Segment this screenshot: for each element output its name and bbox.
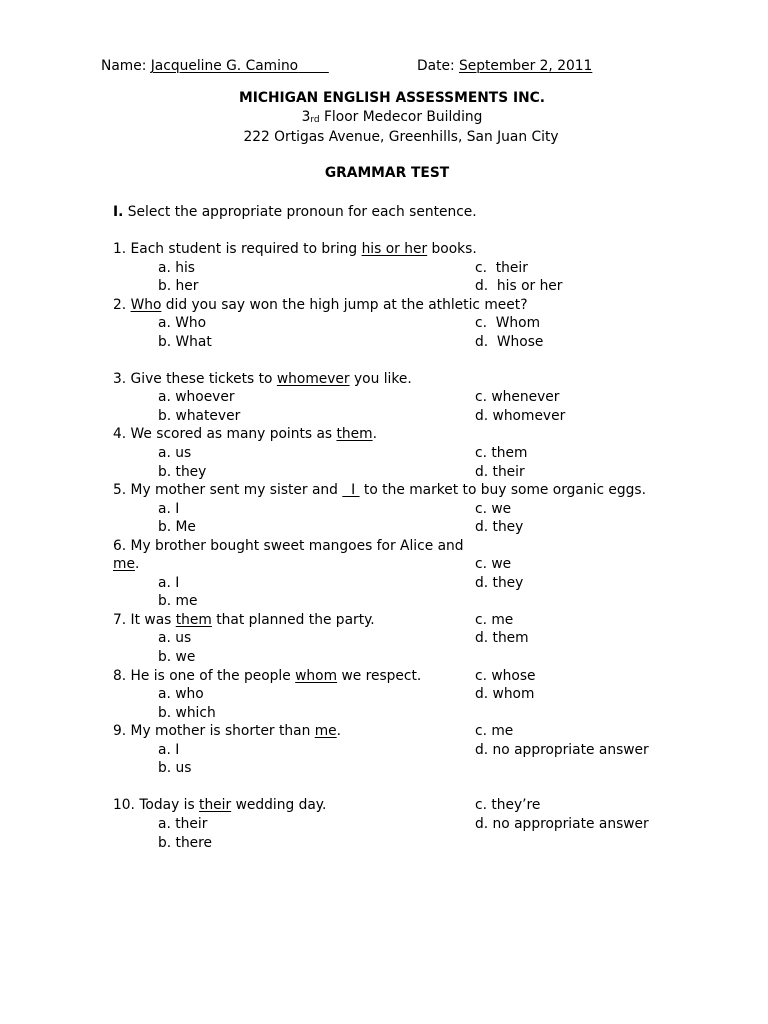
stem-text: you like. <box>349 370 412 387</box>
blank-line <box>0 778 768 797</box>
options-line <box>0 500 768 519</box>
stem-text: . <box>336 723 342 740</box>
options-line <box>0 277 768 296</box>
question-9-option-d: d. no appropriate answer <box>475 741 649 758</box>
question-5-option-b: b. Me <box>158 519 196 536</box>
stem-underlined-word: them <box>336 426 373 443</box>
stem-text: 4. We scored as many points as <box>113 426 337 443</box>
question-2-option-b: b. What <box>158 333 212 350</box>
question-8-stem <box>113 667 421 686</box>
name-label: Name: <box>101 58 147 74</box>
stem-underlined-word: whomever <box>276 370 350 387</box>
question-7-option-c: c. me <box>475 611 514 628</box>
question-8-option-b: b. which <box>158 704 216 721</box>
question-6-option-b: b. me <box>158 593 198 610</box>
stem-underlined-word: their <box>199 797 232 814</box>
options-line <box>0 592 768 611</box>
stem-text: 2. <box>113 296 131 313</box>
stem-text: 6. My brother bought sweet mangoes for Alice and <box>113 537 464 554</box>
options-line <box>0 704 768 723</box>
question-6-stem-continued <box>113 555 139 574</box>
options-line <box>0 741 768 760</box>
stem-underlined-word: me <box>314 723 337 740</box>
question-2-line <box>0 296 768 315</box>
company-name: MICHIGAN ENGLISH ASSESSMENTS INC. <box>238 90 546 106</box>
question-1-option-c: c. their <box>475 259 528 276</box>
question-4-option-c: c. them <box>475 445 528 462</box>
question-9-option-a: a. I <box>158 741 180 758</box>
question-7-option-a: a. us <box>158 630 192 647</box>
blank-line <box>0 351 768 370</box>
question-4-option-b: b. they <box>158 463 207 480</box>
options-line <box>0 834 768 853</box>
question-4-option-d: d. their <box>475 463 525 480</box>
stem-text: books. <box>427 241 477 257</box>
stem-text: we respect. <box>337 667 422 684</box>
question-8-option-d: d. whom <box>475 686 535 703</box>
question-9-stem <box>113 722 341 741</box>
question-10-option-a: a. their <box>158 815 208 832</box>
question-3-option-d: d. whomever <box>475 407 566 424</box>
question-4-option-a: a. us <box>158 445 192 462</box>
options-line <box>0 333 768 352</box>
question-1-line <box>0 240 768 259</box>
options-line <box>0 463 768 482</box>
floor-building: Floor Medecor Building <box>324 109 483 125</box>
options-line <box>0 259 768 278</box>
name-value: Jacqueline G. Camino <box>150 58 299 74</box>
question-6-line-continued <box>0 555 768 574</box>
question-3-line <box>0 370 768 389</box>
stem-underlined-word: Who <box>130 296 162 313</box>
question-5-line <box>0 481 768 500</box>
date-field <box>417 57 592 76</box>
floor-ordinal-suffix: rd <box>310 115 320 125</box>
options-line <box>0 407 768 426</box>
stem-text: 5. My mother sent my sister and <box>113 482 343 499</box>
options-line <box>0 574 768 593</box>
question-5-option-c: c. we <box>475 500 512 517</box>
options-line <box>0 759 768 778</box>
question-6-option-c: c. we <box>475 556 512 573</box>
options-line <box>0 518 768 537</box>
question-9-option-c: c. me <box>475 723 514 740</box>
question-8-option-c: c. whose <box>475 667 536 684</box>
stem-text: to the market to buy some organic eggs. <box>359 482 646 499</box>
date-label: Date: <box>417 58 455 74</box>
question-2-option-c: c. Whom <box>475 315 541 332</box>
options-line <box>0 444 768 463</box>
stem-text: wedding day. <box>231 797 327 814</box>
question-7-option-b: b. we <box>158 649 196 666</box>
company-address: 222 Ortigas Avenue, Greenhills, San Juan City <box>243 129 559 145</box>
question-1-stem <box>113 240 477 259</box>
stem-text: that planned the party. <box>211 611 375 628</box>
question-10-option-d: d. no appropriate answer <box>475 815 649 832</box>
options-line <box>0 314 768 333</box>
section-instruction-text: Select the appropriate pronoun for each sentence. <box>127 204 477 220</box>
options-line <box>0 685 768 704</box>
question-7-stem <box>113 611 375 630</box>
question-1-option-b: b. her <box>158 278 199 295</box>
question-6-line <box>0 537 768 556</box>
stem-text: 3. Give these tickets to <box>113 370 277 387</box>
floor-number: 3 <box>301 109 311 125</box>
question-5-option-a: a. I <box>158 500 180 517</box>
question-10-option-c: c. they’re <box>475 797 541 814</box>
question-10-line <box>0 796 768 815</box>
options-line <box>0 648 768 667</box>
question-1-option-d: d. his or her <box>475 278 563 295</box>
section-number: I. <box>113 204 124 220</box>
question-list <box>0 240 768 852</box>
question-3-option-a: a. whoever <box>158 389 235 406</box>
stem-underlined-word: whom <box>295 667 338 684</box>
section-instruction <box>113 203 477 222</box>
question-3-stem <box>113 370 412 389</box>
stem-text: did you say won the high jump at the athletic meet? <box>161 296 528 313</box>
stem-text: . <box>372 426 377 443</box>
question-4-line <box>0 425 768 444</box>
question-9-line <box>0 722 768 741</box>
date-value: September 2, 2011 <box>459 58 593 74</box>
stem-text: 1. Each student is required to bring <box>113 241 362 257</box>
stem-underlined-word: me <box>113 556 135 573</box>
question-6-option-a: a. I <box>158 574 180 591</box>
stem-underlined-word: I <box>342 482 360 499</box>
stem-underlined-word: his or her <box>361 241 428 257</box>
question-2-option-a: a. Who <box>158 315 207 332</box>
question-6-option-d: d. they <box>475 574 524 591</box>
stem-text: . <box>134 556 140 573</box>
stem-underlined-word: them <box>175 611 212 628</box>
question-2-option-d: d. Whose <box>475 333 544 350</box>
question-9-option-b: b. us <box>158 760 192 777</box>
company-floor <box>16 108 768 130</box>
stem-text: 10. Today is <box>113 797 200 814</box>
question-7-option-d: d. them <box>475 630 529 647</box>
test-title: GRAMMAR TEST <box>324 165 450 181</box>
options-line <box>0 629 768 648</box>
question-3-option-b: b. whatever <box>158 407 241 424</box>
stem-text: 9. My mother is shorter than <box>113 723 315 740</box>
question-4-stem <box>113 425 377 444</box>
question-5-option-d: d. they <box>475 519 524 536</box>
options-line <box>0 388 768 407</box>
question-1-option-a: a. his <box>158 259 195 276</box>
question-3-option-c: c. whenever <box>475 389 560 406</box>
question-2-stem <box>113 296 528 315</box>
options-line <box>0 815 768 834</box>
stem-text: 7. It was <box>113 611 176 628</box>
question-6-stem <box>113 537 464 556</box>
question-5-stem <box>113 481 646 500</box>
question-7-line <box>0 611 768 630</box>
stem-text: 8. He is one of the people <box>113 667 296 684</box>
question-10-option-b: b. there <box>158 834 213 851</box>
question-10-stem <box>113 796 326 815</box>
question-8-option-a: a. who <box>158 686 204 703</box>
name-field <box>101 57 329 76</box>
question-8-line <box>0 667 768 686</box>
